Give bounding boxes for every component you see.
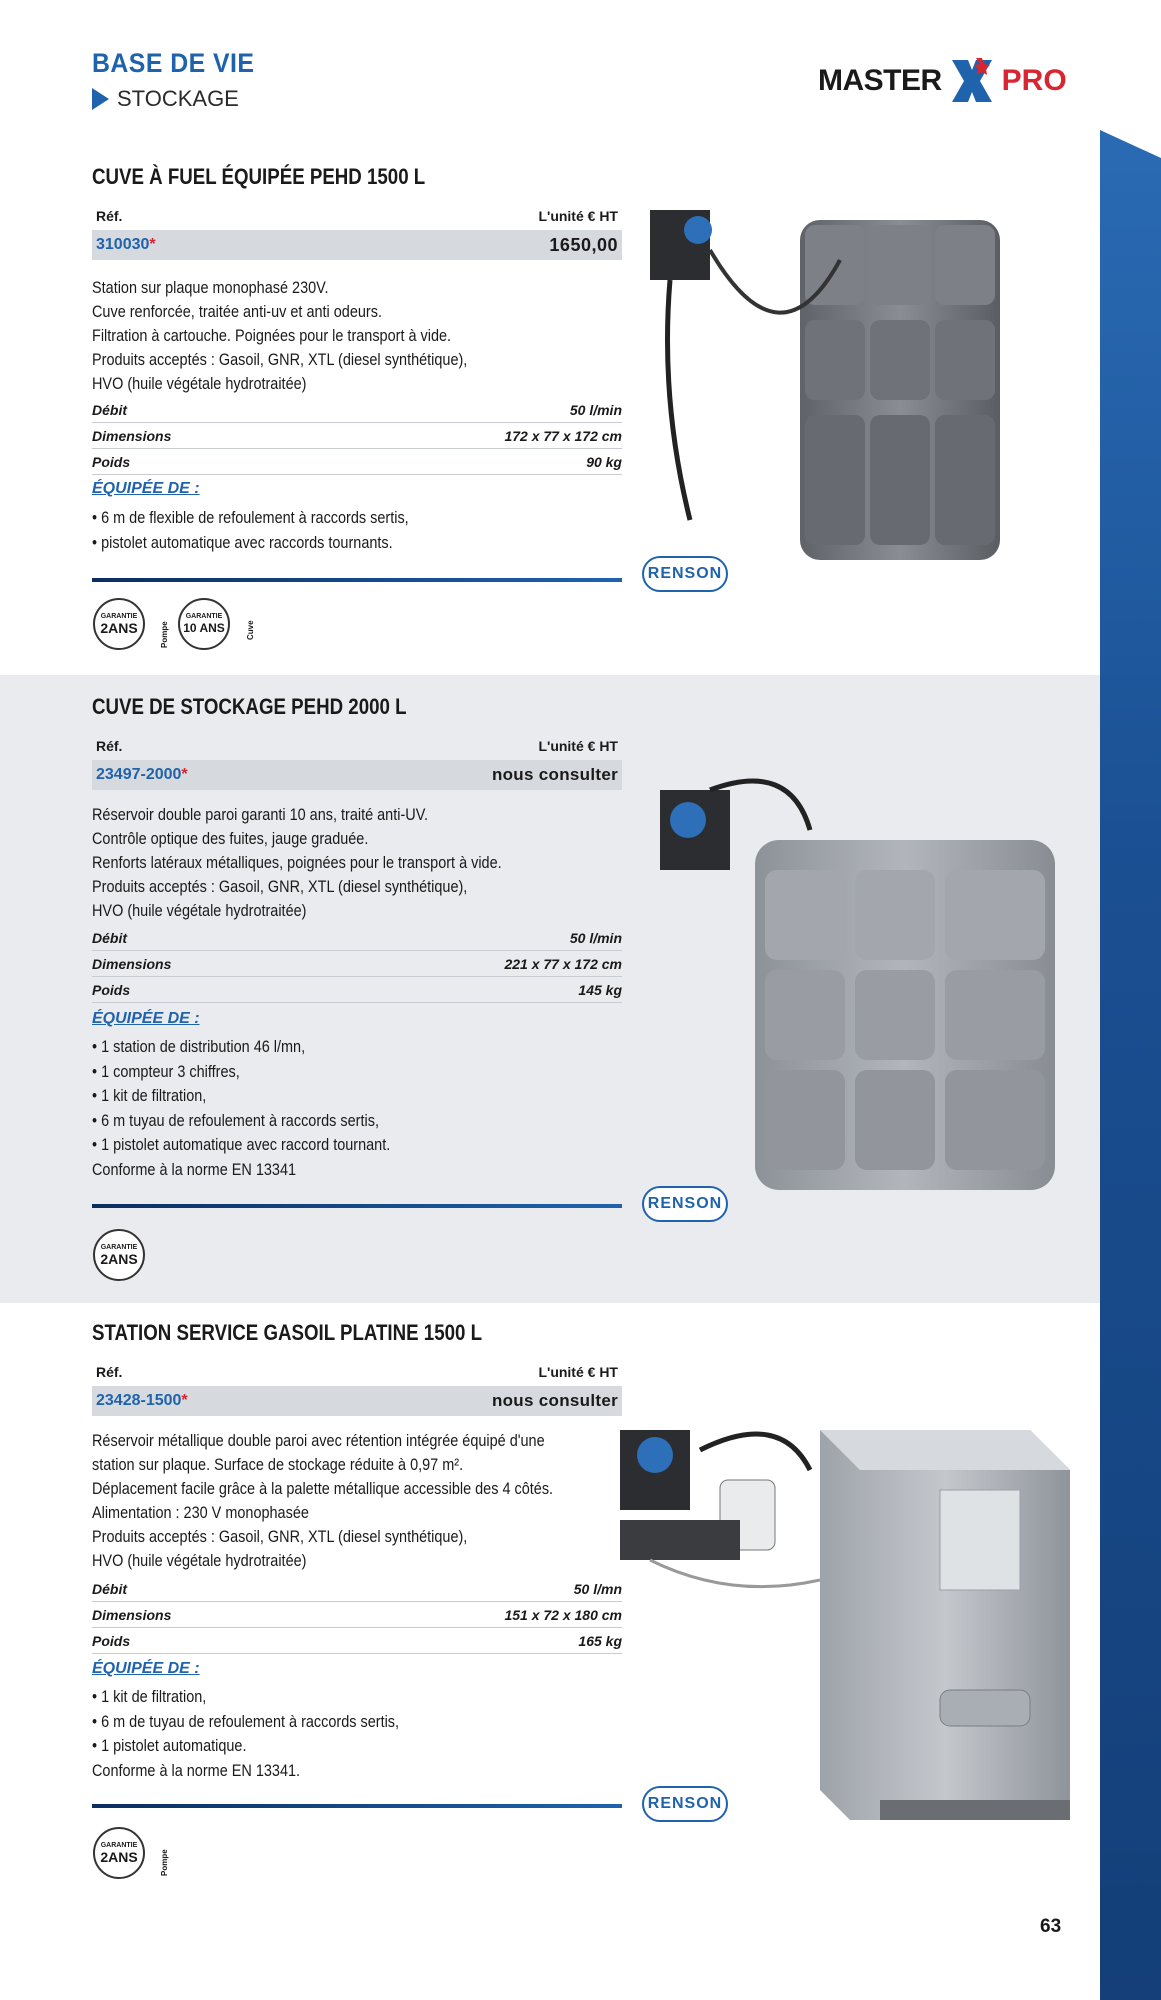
product-image-pehd-2000 <box>650 770 1080 1210</box>
ref-code: 23497-2000* <box>96 766 188 783</box>
brand-logo: RENSON <box>642 1186 728 1222</box>
spec-list <box>92 1576 622 1654</box>
ref-row <box>92 760 622 790</box>
spec-row: Dimensions 221 x 77 x 172 cm <box>92 951 622 977</box>
equipment-label: ÉQUIPÉE DE : <box>92 1010 200 1027</box>
spec-row: Dimensions 172 x 77 x 172 cm <box>92 423 622 449</box>
page-subtitle <box>92 86 239 112</box>
table-header <box>92 1358 622 1386</box>
badge-tag: Pompe <box>160 1849 169 1876</box>
warranty-badge: GARANTIE 10 ANS <box>178 598 230 650</box>
product-description: Réservoir métallique double paroi avec rétention intégrée équipé d'une station sur plaque. Surface de stockage réduite à 0,97 m². Déplacement facile grâce à la palette métallique accessible des 4 côtés. Alimentation : 230 V monophasée Produits acceptés : Gasoil, GNR, XTL (diesel synthétique), HVO (huile végétale hydrotraitée) <box>92 1431 554 1570</box>
unit-label: L'unité € HT <box>538 1364 618 1380</box>
badge-tag: Cuve <box>246 620 255 640</box>
spec-row: Poids 90 kg <box>92 449 622 475</box>
price-table <box>92 202 622 260</box>
ref-label: Réf. <box>96 1364 123 1380</box>
page-title: BASE DE VIE <box>92 48 255 78</box>
warranty-badge: GARANTIE 2ANS <box>93 1229 145 1281</box>
spec-row: Poids 165 kg <box>92 1628 622 1654</box>
subtitle-text: STOCKAGE <box>117 86 239 111</box>
warranty-badge: GARANTIE 2ANS <box>93 598 145 650</box>
price: nous consulter <box>491 765 618 784</box>
table-header <box>92 202 622 230</box>
product-title: STATION SERVICE GASOIL PLATINE 1500 L <box>92 1320 483 1345</box>
equipment-label: ÉQUIPÉE DE : <box>92 480 200 497</box>
section-divider <box>92 1804 622 1808</box>
spec-list <box>92 397 622 475</box>
spec-row: Débit 50 l/min <box>92 925 622 951</box>
unit-label: L'unité € HT <box>538 738 618 754</box>
section-divider <box>92 578 622 582</box>
spec-row: Dimensions 151 x 72 x 180 cm <box>92 1602 622 1628</box>
price: nous consulter <box>491 1391 618 1410</box>
ref-code: 23428-1500* <box>96 1392 188 1409</box>
ref-label: Réf. <box>96 738 123 754</box>
ref-code: 310030* <box>96 236 156 253</box>
product-title: CUVE DE STOCKAGE PEHD 2000 L <box>92 694 407 719</box>
page-number: 63 <box>1040 1916 1062 1937</box>
star-cross-icon <box>948 56 996 106</box>
warranty-badge: GARANTIE 2ANS <box>93 1827 145 1879</box>
triangle-icon <box>92 88 109 110</box>
brand-logo: RENSON <box>642 1786 728 1822</box>
logo-text-pro: PRO <box>1001 64 1067 97</box>
product-description: Réservoir double paroi garanti 10 ans, traité anti-UV. Contrôle optique des fuites, jauge graduée. Renforts latéraux métalliques, poignées pour le transport à vide. Produits acceptés : Gasoil, GNR, XTL (diesel synthétique), HVO (huile végétale hydrotraitée) <box>92 805 502 920</box>
product-image-pehd-1500 <box>640 170 1080 570</box>
equipment-list: • 6 m de flexible de refoulement à raccords sertis, • pistolet automatique avec raccords tournants. <box>92 508 409 552</box>
product-description: Station sur plaque monophasé 230V. Cuve renforcée, traitée anti-uv et anti odeurs. Filtration à cartouche. Poignées pour le transport à vide. Produits acceptés : Gasoil, GNR, XTL (diesel synthétique), HVO (huile végétale hydrotraitée) <box>92 278 468 393</box>
badge-tag: Pompe <box>160 621 169 648</box>
spec-row: Poids 145 kg <box>92 977 622 1003</box>
unit-label: L'unité € HT <box>538 208 618 224</box>
equipment-list: • 1 kit de filtration, • 6 m de tuyau de refoulement à raccords sertis, • 1 pistolet automatique. Conforme à la norme EN 13341. <box>92 1687 400 1780</box>
equipment-label: ÉQUIPÉE DE : <box>92 1660 200 1677</box>
section-divider <box>92 1204 622 1208</box>
product-image-platine-1500 <box>610 1400 1080 1830</box>
logo-text-master: MASTER <box>818 64 942 97</box>
ref-row <box>92 230 622 260</box>
masterpro-logo <box>818 56 1067 106</box>
equipment-list: • 1 station de distribution 46 l/mn, • 1 compteur 3 chiffres, • 1 kit de filtration, • 6 m tuyau de refoulement à raccords sertis, • 1 pistolet automatique avec raccord tournant. Conforme à la norme EN 13341 <box>92 1037 391 1179</box>
ref-row <box>92 1386 622 1416</box>
spec-row: Débit 50 l/min <box>92 397 622 423</box>
product-title: CUVE À FUEL ÉQUIPÉE PEHD 1500 L <box>92 164 426 189</box>
brand-logo: RENSON <box>642 556 728 592</box>
ref-label: Réf. <box>96 208 123 224</box>
spec-row: Débit 50 l/mn <box>92 1576 622 1602</box>
spec-list <box>92 925 622 1003</box>
price: 1650,00 <box>549 234 618 255</box>
price-table <box>92 732 622 790</box>
table-header <box>92 732 622 760</box>
price-table <box>92 1358 622 1416</box>
side-tab <box>1100 130 1161 2000</box>
